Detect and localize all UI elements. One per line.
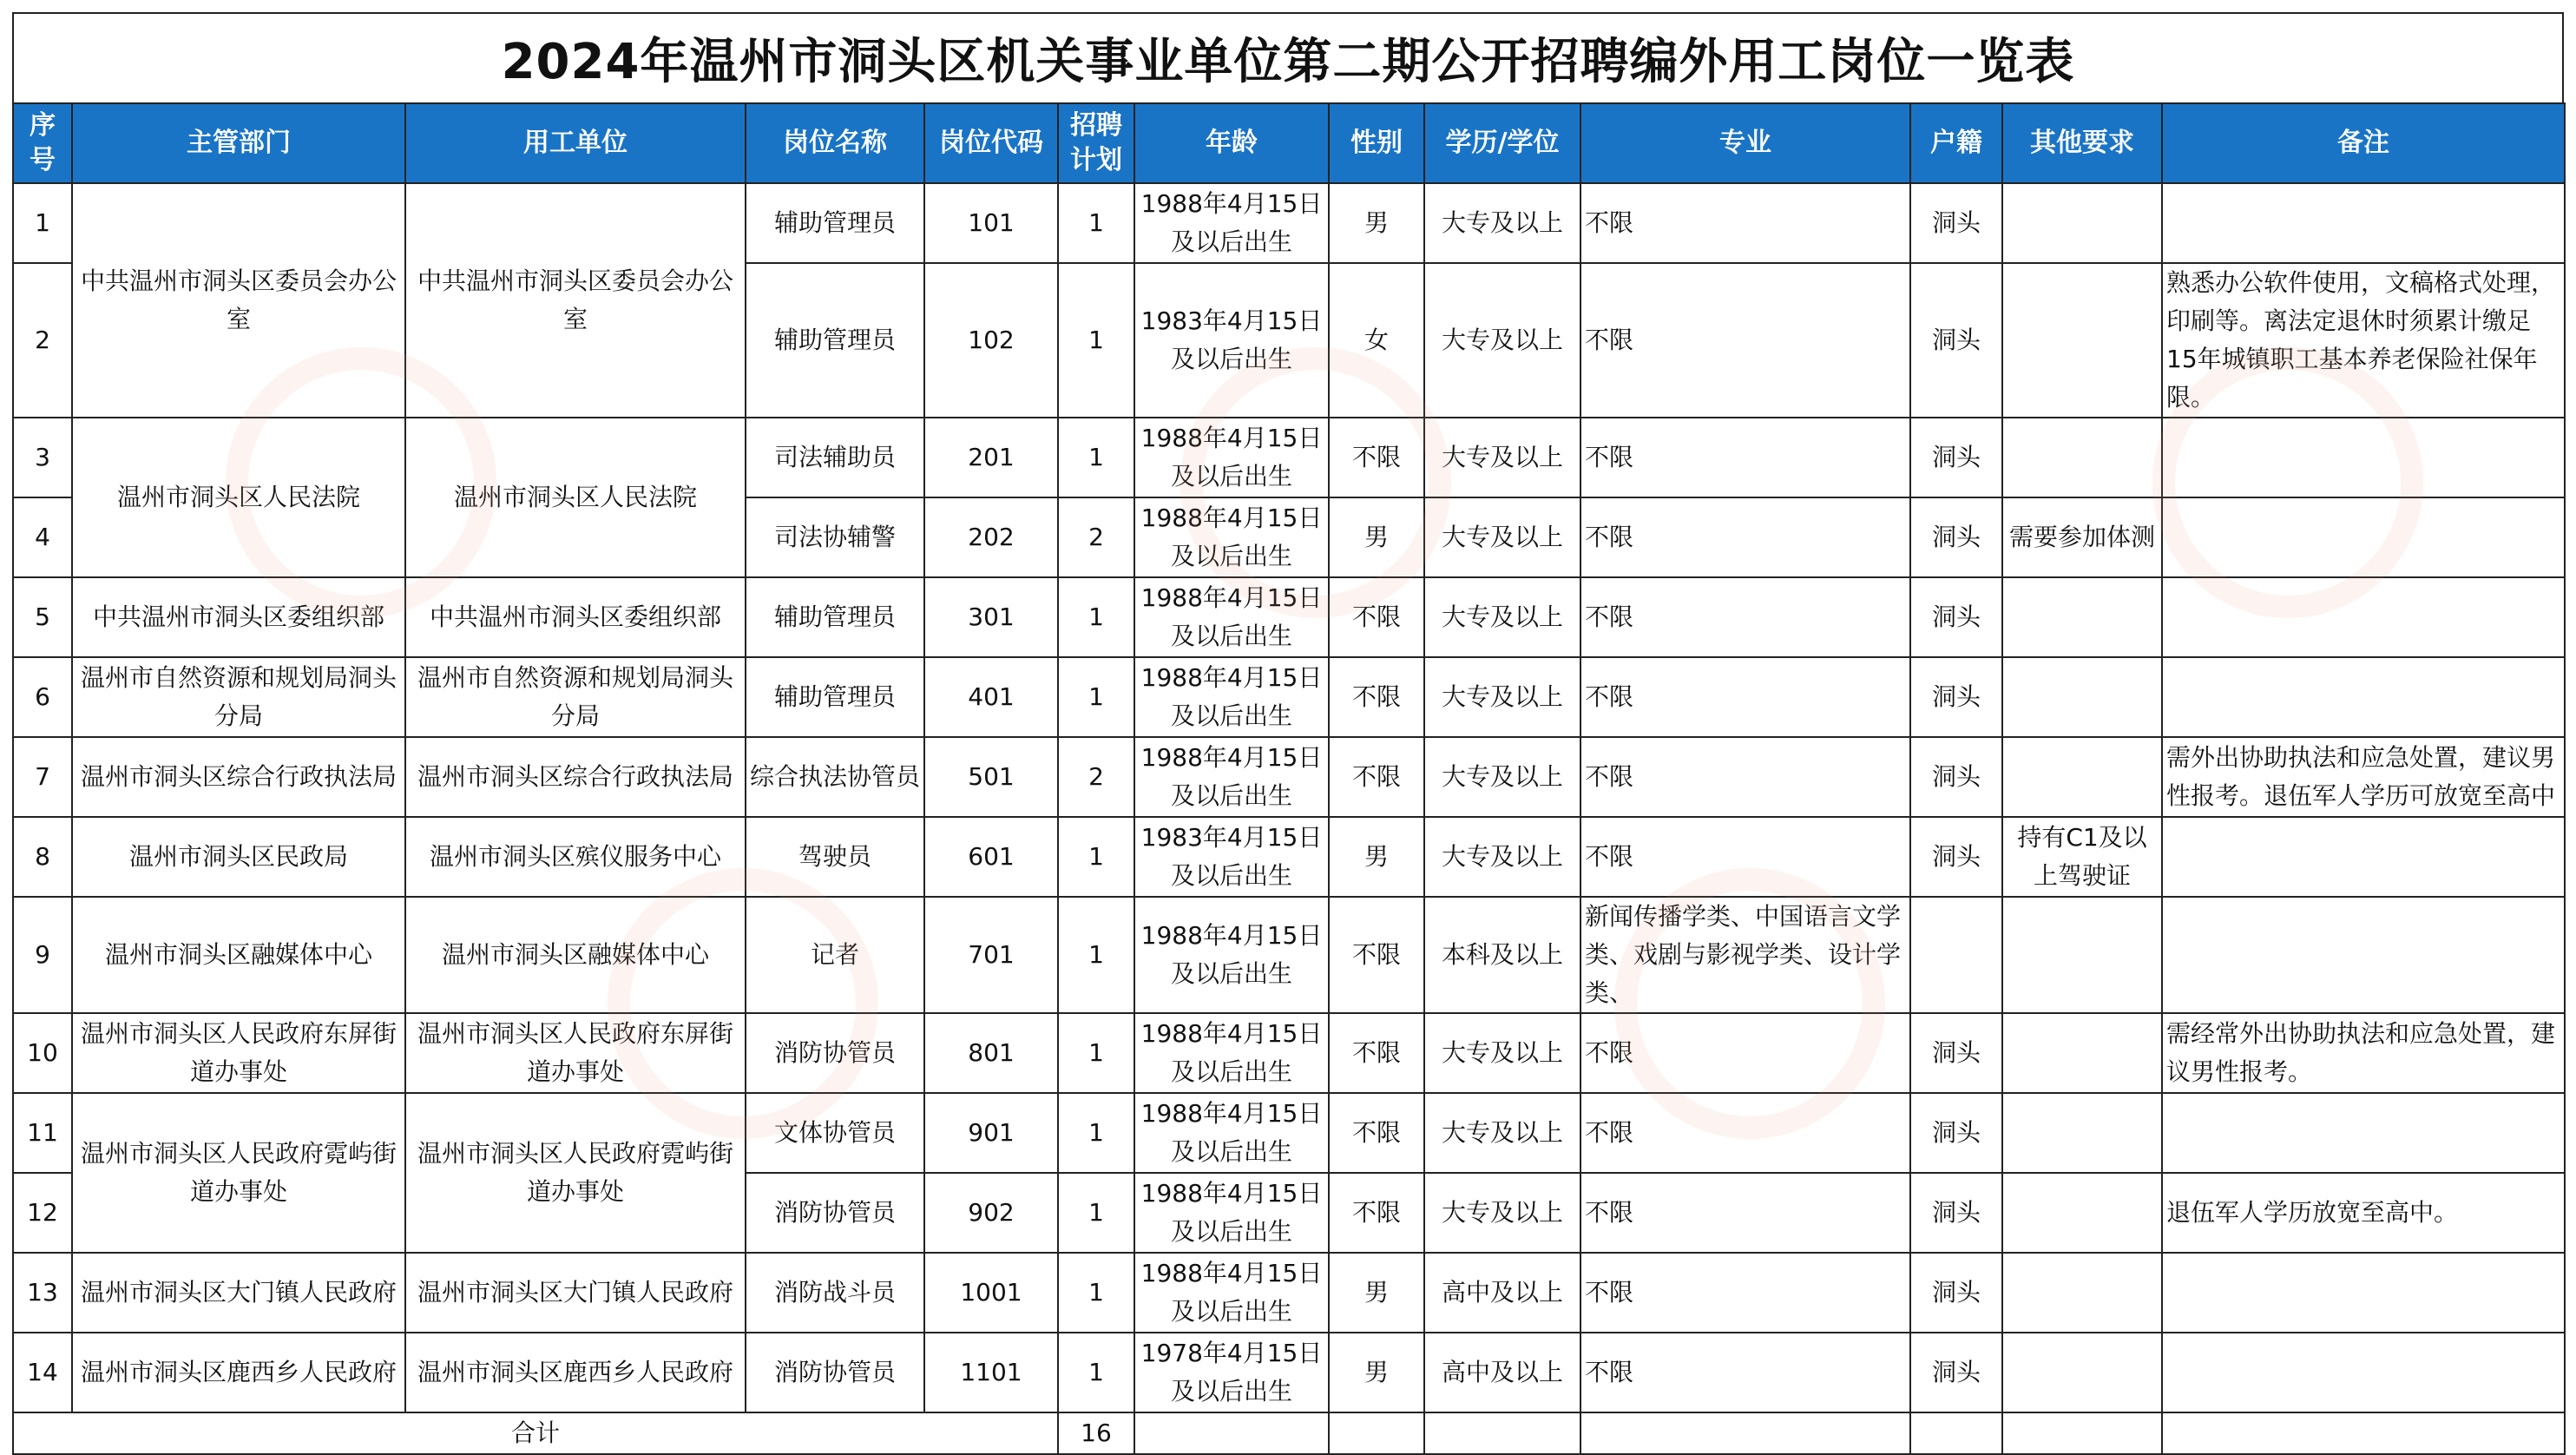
unit-cell: 温州市洞头区大门镇人民政府 [405, 1253, 746, 1333]
table-row [13, 737, 2565, 817]
plan-cell: 1 [1058, 1333, 1134, 1412]
edu-cell: 大专及以上 [1424, 263, 1580, 418]
header-cell-plan: 招聘计划 [1058, 103, 1134, 183]
plan-cell: 1 [1058, 897, 1134, 1013]
other-cell [2002, 897, 2162, 1013]
major-cell: 不限 [1580, 1333, 1910, 1412]
plan-cell: 1 [1058, 817, 1134, 897]
header-cell-code: 岗位代码 [924, 103, 1058, 183]
age-cell: 1988年4月15日及以后出生 [1134, 1253, 1329, 1333]
unit-cell: 温州市洞头区人民政府东屏街道办事处 [405, 1013, 746, 1093]
recruitment-table [12, 102, 2566, 1455]
huji-cell: 洞头 [1910, 418, 2002, 497]
table-row [13, 1013, 2565, 1093]
age-cell: 1988年4月15日及以后出生 [1134, 577, 1329, 657]
gender-cell: 不限 [1329, 897, 1424, 1013]
age-cell: 1988年4月15日及以后出生 [1134, 183, 1329, 263]
unit-cell: 温州市洞头区综合行政执法局 [405, 737, 746, 817]
row-number-cell: 2 [13, 263, 72, 418]
code-cell: 701 [924, 897, 1058, 1013]
age-cell: 1988年4月15日及以后出生 [1134, 737, 1329, 817]
other-cell [2002, 737, 2162, 817]
table-row [13, 418, 2565, 497]
post-cell: 综合执法协管员 [746, 737, 924, 817]
edu-cell: 大专及以上 [1424, 1173, 1580, 1253]
major-cell: 不限 [1580, 263, 1910, 418]
code-cell: 601 [924, 817, 1058, 897]
post-cell: 司法辅助员 [746, 418, 924, 497]
row-number-cell: 11 [13, 1093, 72, 1173]
note-cell [2162, 577, 2565, 657]
note-cell [2162, 497, 2565, 577]
major-cell: 新闻传播学类、中国语言文学类、戏剧与影视学类、设计学类、 [1580, 897, 1910, 1013]
other-cell [2002, 577, 2162, 657]
note-cell [2162, 817, 2565, 897]
huji-cell: 洞头 [1910, 1333, 2002, 1412]
plan-cell: 1 [1058, 1093, 1134, 1173]
post-cell: 记者 [746, 897, 924, 1013]
unit-cell: 中共温州市洞头区委员会办公室 [405, 183, 746, 418]
header-cell-major: 专业 [1580, 103, 1910, 183]
edu-cell: 大专及以上 [1424, 418, 1580, 497]
gender-cell: 男 [1329, 1333, 1424, 1412]
plan-cell: 1 [1058, 657, 1134, 737]
post-cell: 辅助管理员 [746, 183, 924, 263]
plan-cell: 1 [1058, 183, 1134, 263]
plan-cell: 1 [1058, 1173, 1134, 1253]
row-number-cell: 5 [13, 577, 72, 657]
dept-cell: 中共温州市洞头区委员会办公室 [72, 183, 405, 418]
gender-cell: 不限 [1329, 577, 1424, 657]
note-cell [2162, 1333, 2565, 1412]
code-cell: 101 [924, 183, 1058, 263]
major-cell: 不限 [1580, 1173, 1910, 1253]
other-cell [2002, 1173, 2162, 1253]
other-cell [2002, 1333, 2162, 1412]
huji-cell: 洞头 [1910, 657, 2002, 737]
plan-cell: 2 [1058, 497, 1134, 577]
header-cell-huji: 户籍 [1910, 103, 2002, 183]
code-cell: 901 [924, 1093, 1058, 1173]
total-row [13, 1412, 2565, 1454]
other-cell [2002, 1013, 2162, 1093]
header-cell-note: 备注 [2162, 103, 2565, 183]
major-cell: 不限 [1580, 577, 1910, 657]
edu-cell: 大专及以上 [1424, 497, 1580, 577]
plan-cell: 1 [1058, 418, 1134, 497]
table-row [13, 817, 2565, 897]
dept-cell: 温州市洞头区大门镇人民政府 [72, 1253, 405, 1333]
code-cell: 1101 [924, 1333, 1058, 1412]
age-cell: 1988年4月15日及以后出生 [1134, 1013, 1329, 1093]
huji-cell: 洞头 [1910, 263, 2002, 418]
code-cell: 501 [924, 737, 1058, 817]
edu-cell: 大专及以上 [1424, 577, 1580, 657]
table-body [13, 183, 2565, 1412]
code-cell: 801 [924, 1013, 1058, 1093]
gender-cell: 女 [1329, 263, 1424, 418]
header-cell-post: 岗位名称 [746, 103, 924, 183]
post-cell: 辅助管理员 [746, 577, 924, 657]
age-cell: 1978年4月15日及以后出生 [1134, 1333, 1329, 1412]
unit-cell: 中共温州市洞头区委组织部 [405, 577, 746, 657]
unit-cell: 温州市洞头区人民政府霓屿街道办事处 [405, 1093, 746, 1253]
note-cell [2162, 897, 2565, 1013]
gender-cell: 男 [1329, 497, 1424, 577]
gender-cell: 男 [1329, 817, 1424, 897]
age-cell: 1988年4月15日及以后出生 [1134, 497, 1329, 577]
other-cell [2002, 1253, 2162, 1333]
header-cell-other: 其他要求 [2002, 103, 2162, 183]
other-cell: 需要参加体测 [2002, 497, 2162, 577]
huji-cell [1910, 897, 2002, 1013]
header-cell-no: 序号 [13, 103, 72, 183]
header-cell-age: 年龄 [1134, 103, 1329, 183]
dept-cell: 中共温州市洞头区委组织部 [72, 577, 405, 657]
unit-cell: 温州市洞头区鹿西乡人民政府 [405, 1333, 746, 1412]
age-cell: 1988年4月15日及以后出生 [1134, 418, 1329, 497]
age-cell: 1988年4月15日及以后出生 [1134, 1093, 1329, 1173]
row-number-cell: 3 [13, 418, 72, 497]
post-cell: 辅助管理员 [746, 263, 924, 418]
major-cell: 不限 [1580, 737, 1910, 817]
note-cell: 需外出协助执法和应急处置，建议男性报考。退伍军人学历可放宽至高中 [2162, 737, 2565, 817]
unit-cell: 温州市洞头区融媒体中心 [405, 897, 746, 1013]
major-cell: 不限 [1580, 183, 1910, 263]
dept-cell: 温州市自然资源和规划局洞头分局 [72, 657, 405, 737]
note-cell [2162, 183, 2565, 263]
table-row [13, 1253, 2565, 1333]
row-number-cell: 7 [13, 737, 72, 817]
code-cell: 102 [924, 263, 1058, 418]
gender-cell: 不限 [1329, 657, 1424, 737]
other-cell: 持有C1及以上驾驶证 [2002, 817, 2162, 897]
recruitment-sheet [12, 12, 2564, 1455]
major-cell: 不限 [1580, 1253, 1910, 1333]
row-number-cell: 9 [13, 897, 72, 1013]
note-cell: 退伍军人学历放宽至高中。 [2162, 1173, 2565, 1253]
post-cell: 消防协管员 [746, 1173, 924, 1253]
gender-cell: 男 [1329, 1253, 1424, 1333]
gender-cell: 不限 [1329, 418, 1424, 497]
post-cell: 文体协管员 [746, 1093, 924, 1173]
code-cell: 1001 [924, 1253, 1058, 1333]
dept-cell: 温州市洞头区人民法院 [72, 418, 405, 577]
header-cell-edu: 学历/学位 [1424, 103, 1580, 183]
code-cell: 401 [924, 657, 1058, 737]
dept-cell: 温州市洞头区鹿西乡人民政府 [72, 1333, 405, 1412]
edu-cell: 高中及以上 [1424, 1253, 1580, 1333]
dept-cell: 温州市洞头区人民政府东屏街道办事处 [72, 1013, 405, 1093]
major-cell: 不限 [1580, 817, 1910, 897]
table-row [13, 1333, 2565, 1412]
dept-cell: 温州市洞头区民政局 [72, 817, 405, 897]
huji-cell: 洞头 [1910, 577, 2002, 657]
edu-cell: 大专及以上 [1424, 1093, 1580, 1173]
post-cell: 驾驶员 [746, 817, 924, 897]
note-cell [2162, 657, 2565, 737]
other-cell [2002, 183, 2162, 263]
plan-cell: 2 [1058, 737, 1134, 817]
gender-cell: 不限 [1329, 1173, 1424, 1253]
edu-cell: 大专及以上 [1424, 1013, 1580, 1093]
edu-cell: 大专及以上 [1424, 817, 1580, 897]
note-cell: 需经常外出协助执法和应急处置，建议男性报考。 [2162, 1013, 2565, 1093]
header-cell-gender: 性别 [1329, 103, 1424, 183]
page-title: 2024年温州市洞头区机关事业单位第二期公开招聘编外用工岗位一览表 [12, 12, 2564, 102]
table-row [13, 183, 2565, 263]
post-cell: 辅助管理员 [746, 657, 924, 737]
post-cell: 司法协辅警 [746, 497, 924, 577]
major-cell: 不限 [1580, 418, 1910, 497]
header-row [13, 103, 2565, 183]
post-cell: 消防战斗员 [746, 1253, 924, 1333]
note-cell [2162, 1253, 2565, 1333]
unit-cell: 温州市洞头区殡仪服务中心 [405, 817, 746, 897]
code-cell: 201 [924, 418, 1058, 497]
other-cell [2002, 657, 2162, 737]
unit-cell: 温州市自然资源和规划局洞头分局 [405, 657, 746, 737]
row-number-cell: 8 [13, 817, 72, 897]
edu-cell: 大专及以上 [1424, 183, 1580, 263]
edu-cell: 本科及以上 [1424, 897, 1580, 1013]
gender-cell: 不限 [1329, 1093, 1424, 1173]
other-cell [2002, 263, 2162, 418]
table-row [13, 577, 2565, 657]
row-number-cell: 1 [13, 183, 72, 263]
unit-cell: 温州市洞头区人民法院 [405, 418, 746, 577]
huji-cell: 洞头 [1910, 183, 2002, 263]
row-number-cell: 10 [13, 1013, 72, 1093]
major-cell: 不限 [1580, 497, 1910, 577]
table-row [13, 1093, 2565, 1173]
dept-cell: 温州市洞头区人民政府霓屿街道办事处 [72, 1093, 405, 1253]
gender-cell: 不限 [1329, 1013, 1424, 1093]
code-cell: 902 [924, 1173, 1058, 1253]
header-cell-dept: 主管部门 [72, 103, 405, 183]
gender-cell: 男 [1329, 183, 1424, 263]
plan-cell: 1 [1058, 1013, 1134, 1093]
post-cell: 消防协管员 [746, 1333, 924, 1412]
age-cell: 1988年4月15日及以后出生 [1134, 657, 1329, 737]
row-number-cell: 12 [13, 1173, 72, 1253]
plan-cell: 1 [1058, 263, 1134, 418]
note-cell [2162, 418, 2565, 497]
major-cell: 不限 [1580, 657, 1910, 737]
age-cell: 1988年4月15日及以后出生 [1134, 897, 1329, 1013]
age-cell: 1983年4月15日及以后出生 [1134, 817, 1329, 897]
age-cell: 1983年4月15日及以后出生 [1134, 263, 1329, 418]
row-number-cell: 14 [13, 1333, 72, 1412]
total-value: 16 [1058, 1412, 1134, 1454]
post-cell: 消防协管员 [746, 1013, 924, 1093]
huji-cell: 洞头 [1910, 1093, 2002, 1173]
major-cell: 不限 [1580, 1093, 1910, 1173]
huji-cell: 洞头 [1910, 497, 2002, 577]
code-cell: 202 [924, 497, 1058, 577]
huji-cell: 洞头 [1910, 737, 2002, 817]
other-cell [2002, 1093, 2162, 1173]
huji-cell: 洞头 [1910, 817, 2002, 897]
edu-cell: 高中及以上 [1424, 1333, 1580, 1412]
edu-cell: 大专及以上 [1424, 737, 1580, 817]
huji-cell: 洞头 [1910, 1253, 2002, 1333]
huji-cell: 洞头 [1910, 1013, 2002, 1093]
header-cell-unit: 用工单位 [405, 103, 746, 183]
edu-cell: 大专及以上 [1424, 657, 1580, 737]
note-cell: 熟悉办公软件使用，文稿格式处理，印刷等。离法定退休时须累计缴足15年城镇职工基本养老保险社保年限。 [2162, 263, 2565, 418]
dept-cell: 温州市洞头区综合行政执法局 [72, 737, 405, 817]
row-number-cell: 6 [13, 657, 72, 737]
row-number-cell: 13 [13, 1253, 72, 1333]
plan-cell: 1 [1058, 1253, 1134, 1333]
table-row [13, 897, 2565, 1013]
total-label: 合计 [13, 1412, 1058, 1454]
dept-cell: 温州市洞头区融媒体中心 [72, 897, 405, 1013]
huji-cell: 洞头 [1910, 1173, 2002, 1253]
table-row [13, 657, 2565, 737]
row-number-cell: 4 [13, 497, 72, 577]
plan-cell: 1 [1058, 577, 1134, 657]
code-cell: 301 [924, 577, 1058, 657]
major-cell: 不限 [1580, 1013, 1910, 1093]
gender-cell: 不限 [1329, 737, 1424, 817]
other-cell [2002, 418, 2162, 497]
note-cell [2162, 1093, 2565, 1173]
age-cell: 1988年4月15日及以后出生 [1134, 1173, 1329, 1253]
